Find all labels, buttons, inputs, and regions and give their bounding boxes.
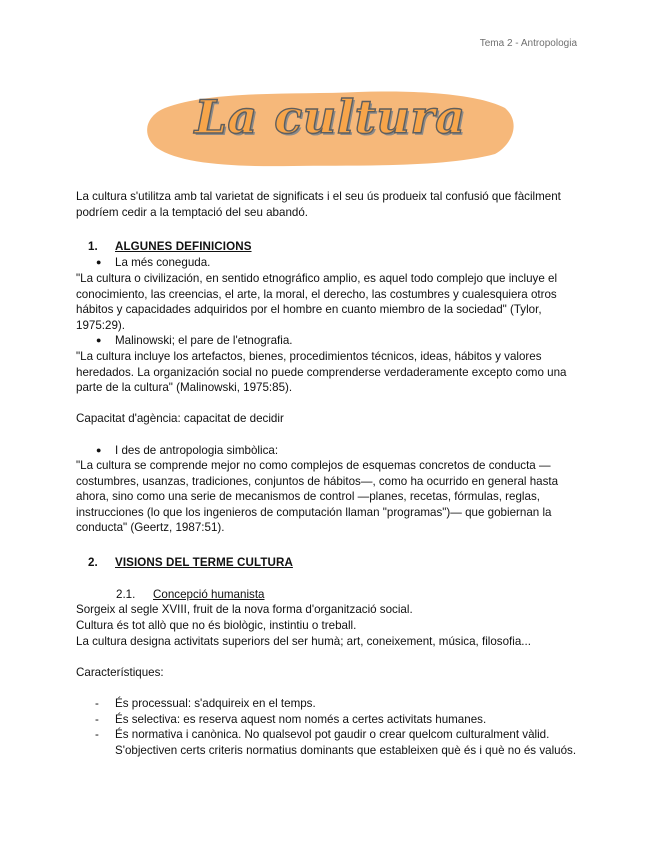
dash-marker: - (95, 712, 99, 726)
section-1-title: ALGUNES DEFINICIONS (115, 239, 252, 253)
section-1-heading (88, 239, 581, 255)
document-body (76, 189, 581, 758)
bullet-text: I des de antropologia simbòlica: (115, 443, 279, 457)
section-1-number: 1. (88, 239, 98, 253)
list-item (96, 255, 581, 271)
characteristic-text: És processual: s'adquireix en el temps. (115, 697, 316, 710)
list-item (96, 333, 581, 349)
section-2-heading (88, 555, 581, 571)
characteristic-text: És selectiva: es reserva aquest nom només a certes activitats humanes. (115, 712, 487, 726)
section-2-number: 2. (88, 555, 98, 569)
body-line: Sorgeix al segle XVIII, fruit de la nova forma d'organització social. (76, 603, 413, 617)
list-item (96, 443, 581, 459)
title-banner (143, 86, 517, 170)
body-line: Cultura és tot allò que no és biològic, instintiu o treball. (76, 619, 357, 633)
bullet-text: Malinowski; el pare de l'etnografia. (115, 334, 293, 348)
body-line: La cultura designa activitats superiors del ser humà; art, coneixement, música, filosofia... (76, 634, 531, 648)
subsection-title: Concepció humanista (153, 587, 265, 601)
section-2-title: VISIONS DEL TERME CULTURA (115, 555, 293, 569)
document-header-label: Tema 2 - Antropologia (479, 38, 577, 49)
malinowski-quote: "La cultura incluye los artefactos, bienes, procedimientos técnicos, ideas, hábitos y valores heredados. La organización social no puede comprenderse verdaderamente excepto como una parte de la cultura" (Malinowski, 1975:85). (76, 349, 567, 395)
list-item (95, 727, 581, 758)
tylor-quote: "La cultura o civilización, en sentido etnográfico amplio, es aquel todo complejo que incluye el conocimiento, las creencias, el arte, la moral, el derecho, las costumbres y cualesquiera otros hábitos y capacidades adquiridos por el hombre en cuanto miembro de la sociedad" (Tylor, 1975:29). (76, 271, 558, 332)
agency-definition: Capacitat d'agència: capacitat de decidir (76, 412, 284, 426)
document-title: La cultura (194, 90, 466, 144)
list-item (95, 712, 581, 728)
characteristic-text: És normativa i canònica. No qualsevol pot gaudir o crear quelcom culturalment vàlid. S'objectiven certs criteris normatius dominants que estableixen què és i què no és valuós. (115, 728, 577, 757)
bullet-icon: ● (96, 335, 102, 346)
dash-marker: - (95, 697, 99, 710)
list-item (95, 696, 581, 712)
bullet-icon: ● (96, 444, 102, 455)
subsection-number: 2.1. (116, 587, 136, 601)
bullet-text: La més coneguda. (115, 256, 211, 270)
characteristics-label: Característiques: (76, 665, 164, 679)
intro-paragraph: La cultura s'utilitza amb tal varietat de significats i el seu ús produeix tal confusió que fàcilment podríem cedir a la temptació del seu abandó. (76, 190, 561, 219)
subsection-2-1-heading (116, 587, 581, 603)
dash-marker: - (95, 728, 99, 742)
bullet-icon: ● (96, 257, 102, 268)
geertz-quote: "La cultura se comprende mejor no como complejos de esquemas concretos de conducta —costumbres, usanzas, tradiciones, conjuntos de hábitos—, como ha ocurrido en general hasta ahora, sino como una serie de mecanismos de control —planes, recetas, fórmulas, reglas, instrucciones (lo que los ingenieros de computación llaman "programas")— que gobiernan la conducta" (Geertz, 1987:51). (76, 459, 559, 535)
